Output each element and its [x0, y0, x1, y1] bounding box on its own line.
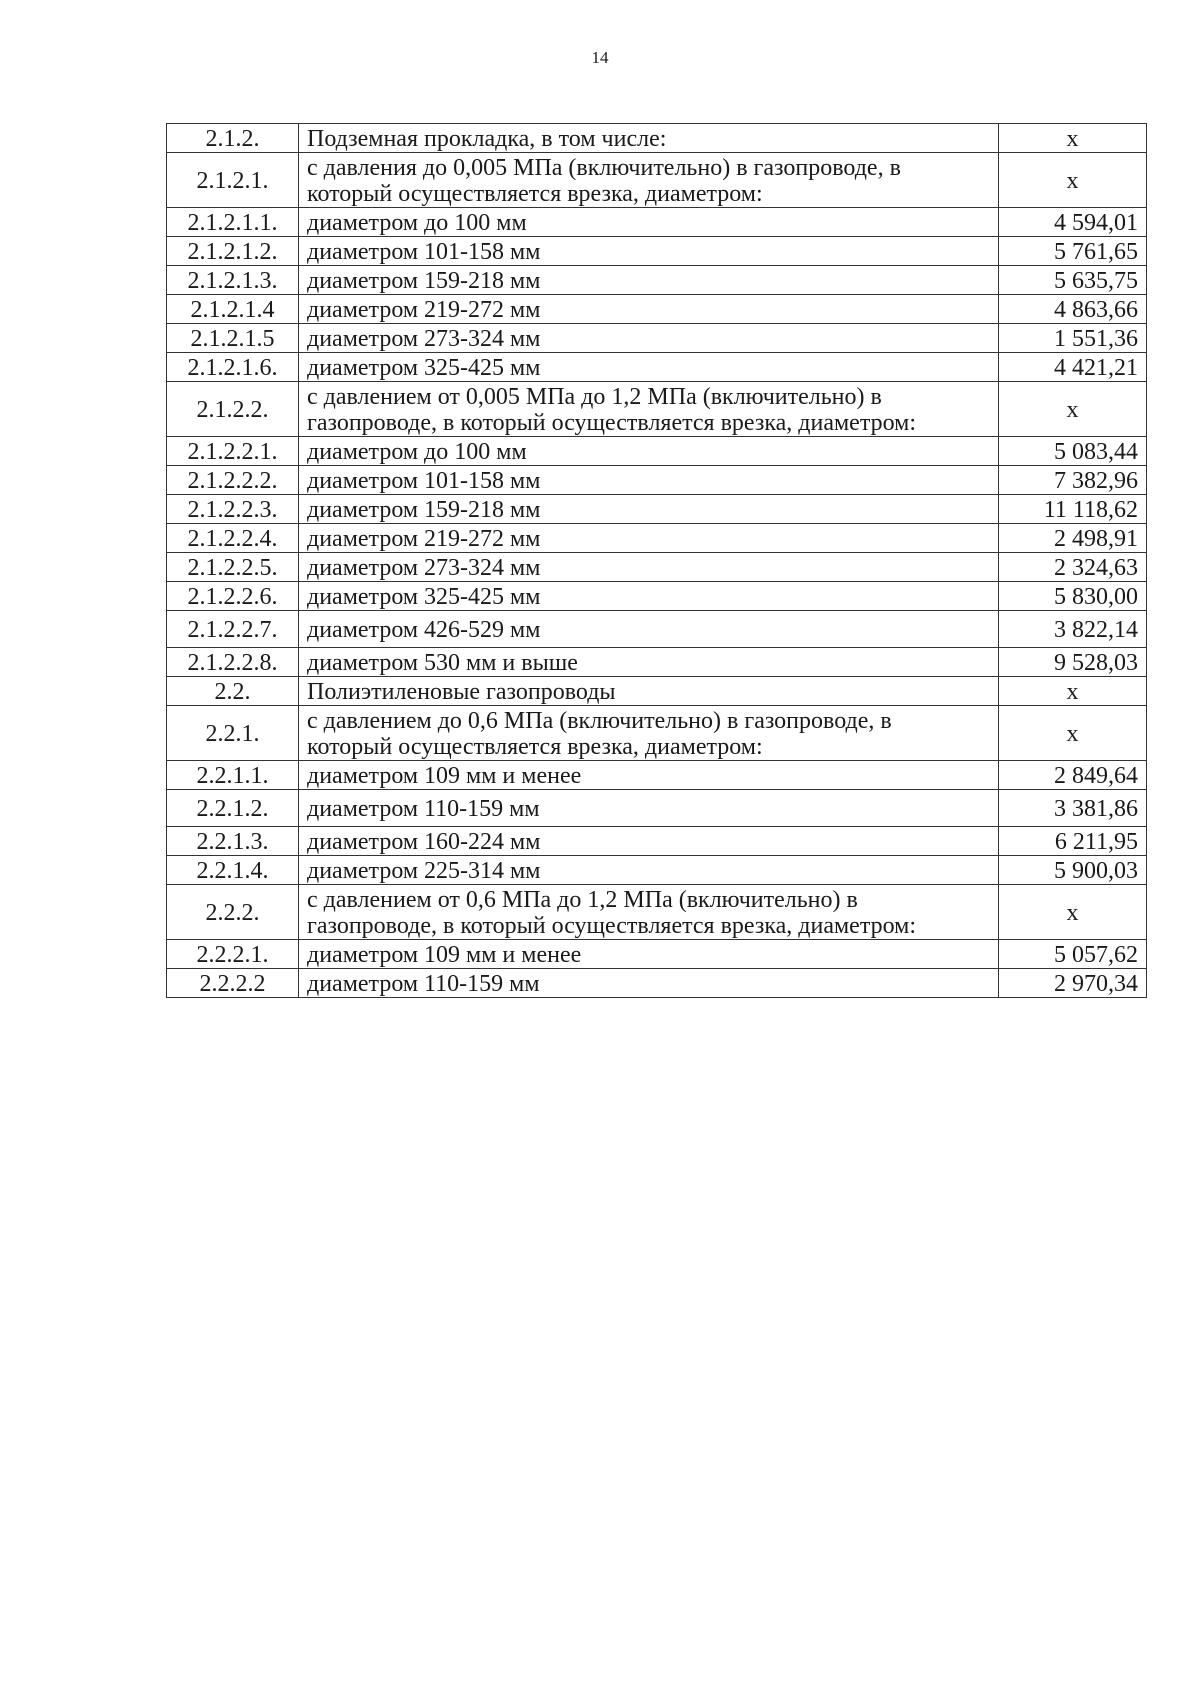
row-value: x — [999, 382, 1147, 437]
description-line: диаметром 225-314 мм — [307, 858, 541, 884]
row-value: 5 635,75 — [999, 266, 1147, 295]
row-description — [299, 885, 999, 940]
row-description — [299, 706, 999, 761]
row-code: 2.1.2.1.2. — [167, 237, 299, 266]
table-row — [167, 582, 1147, 611]
description-line: диаметром 325-425 мм — [307, 355, 541, 381]
description-line: диаметром 110-159 мм — [307, 796, 540, 822]
table-row — [167, 495, 1147, 524]
description-line: диаметром 273-324 мм — [307, 555, 541, 581]
row-description — [299, 940, 999, 969]
row-description — [299, 324, 999, 353]
description-line: диаметром 325-425 мм — [307, 584, 541, 610]
row-code: 2.2.2.1. — [167, 940, 299, 969]
row-description — [299, 266, 999, 295]
row-description — [299, 237, 999, 266]
table-row — [167, 466, 1147, 495]
row-description — [299, 790, 999, 827]
table-row — [167, 761, 1147, 790]
table-row — [167, 611, 1147, 648]
row-value: x — [999, 706, 1147, 761]
description-line: диаметром 110-159 мм — [307, 971, 540, 997]
row-value: 11 118,62 — [999, 495, 1147, 524]
page-number: 14 — [591, 48, 609, 67]
table-row — [167, 969, 1147, 998]
description-line: Подземная прокладка, в том числе: — [307, 126, 667, 152]
row-description — [299, 524, 999, 553]
row-value: x — [999, 885, 1147, 940]
row-description — [299, 969, 999, 998]
row-code: 2.2.2. — [167, 885, 299, 940]
row-value: 2 498,91 — [999, 524, 1147, 553]
row-code: 2.1.2.2.2. — [167, 466, 299, 495]
description-line: диаметром 530 мм и выше — [307, 650, 578, 676]
row-value: 2 324,63 — [999, 553, 1147, 582]
row-description — [299, 153, 999, 208]
row-code: 2.2. — [167, 677, 299, 706]
table-row — [167, 382, 1147, 437]
row-value: 2 849,64 — [999, 761, 1147, 790]
row-description — [299, 582, 999, 611]
row-value: 4 863,66 — [999, 295, 1147, 324]
row-code: 2.1.2.1.5 — [167, 324, 299, 353]
description-line: с давления до 0,005 МПа (включительно) в газопроводе, в — [307, 155, 901, 181]
row-code: 2.1.2.1.6. — [167, 353, 299, 382]
description-line-continued: который осуществляется врезка, диаметром: — [307, 734, 763, 760]
row-value: 6 211,95 — [999, 827, 1147, 856]
table-row — [167, 208, 1147, 237]
row-code: 2.1.2.2.3. — [167, 495, 299, 524]
description-line: с давлением до 0,6 МПа (включительно) в газопроводе, в — [307, 708, 892, 734]
description-line: диаметром 159-218 мм — [307, 268, 541, 294]
description-line: Полиэтиленовые газопроводы — [307, 679, 616, 705]
description-line: диаметром 159-218 мм — [307, 497, 541, 523]
row-code: 2.1.2.1. — [167, 153, 299, 208]
row-description — [299, 761, 999, 790]
row-description — [299, 466, 999, 495]
row-value: 7 382,96 — [999, 466, 1147, 495]
table-row — [167, 524, 1147, 553]
description-line: диаметром 273-324 мм — [307, 326, 541, 352]
row-value: x — [999, 124, 1147, 153]
table-row — [167, 790, 1147, 827]
table-row — [167, 266, 1147, 295]
row-code: 2.2.2.2 — [167, 969, 299, 998]
table-row — [167, 353, 1147, 382]
table-row — [167, 124, 1147, 153]
row-description — [299, 827, 999, 856]
row-code: 2.2.1.1. — [167, 761, 299, 790]
row-value: 5 057,62 — [999, 940, 1147, 969]
table-row — [167, 295, 1147, 324]
row-value: 1 551,36 — [999, 324, 1147, 353]
row-code: 2.1.2.1.3. — [167, 266, 299, 295]
description-line: диаметром 219-272 мм — [307, 526, 541, 552]
row-code: 2.1.2.2.4. — [167, 524, 299, 553]
row-value: 2 970,34 — [999, 969, 1147, 998]
description-line: диаметром 426-529 мм — [307, 617, 541, 643]
description-line-continued: газопроводе, в который осуществляется врезка, диаметром: — [307, 913, 917, 939]
row-description — [299, 553, 999, 582]
row-code: 2.1.2.2.5. — [167, 553, 299, 582]
row-value: 5 083,44 — [999, 437, 1147, 466]
description-line: диаметром до 100 мм — [307, 439, 527, 465]
table-row — [167, 827, 1147, 856]
row-code: 2.1.2. — [167, 124, 299, 153]
row-description — [299, 124, 999, 153]
row-code: 2.1.2.2.6. — [167, 582, 299, 611]
row-value: x — [999, 677, 1147, 706]
table-row — [167, 940, 1147, 969]
description-line: диаметром до 100 мм — [307, 210, 527, 236]
table-row — [167, 856, 1147, 885]
row-value: 9 528,03 — [999, 648, 1147, 677]
description-line: с давлением от 0,005 МПа до 1,2 МПа (включительно) в — [307, 384, 882, 410]
row-code: 2.2.1.3. — [167, 827, 299, 856]
row-description — [299, 353, 999, 382]
description-line: с давлением от 0,6 МПа до 1,2 МПа (включительно) в — [307, 887, 858, 913]
description-line: диаметром 160-224 мм — [307, 829, 541, 855]
row-value: 3 381,86 — [999, 790, 1147, 827]
row-description — [299, 295, 999, 324]
row-value: 5 830,00 — [999, 582, 1147, 611]
row-value: 4 421,21 — [999, 353, 1147, 382]
row-code: 2.1.2.1.4 — [167, 295, 299, 324]
table-row — [167, 153, 1147, 208]
row-value: x — [999, 153, 1147, 208]
description-line-continued: газопроводе, в который осуществляется врезка, диаметром: — [307, 410, 917, 436]
table-row — [167, 324, 1147, 353]
row-code: 2.2.1.2. — [167, 790, 299, 827]
table-row — [167, 437, 1147, 466]
table-row — [167, 648, 1147, 677]
row-description — [299, 648, 999, 677]
row-description — [299, 856, 999, 885]
row-description — [299, 677, 999, 706]
description-line: диаметром 109 мм и менее — [307, 942, 582, 968]
row-code: 2.1.2.1.1. — [167, 208, 299, 237]
table-body — [167, 124, 1147, 998]
description-line: диаметром 109 мм и менее — [307, 763, 582, 789]
row-description — [299, 437, 999, 466]
row-code: 2.1.2.2.1. — [167, 437, 299, 466]
row-code: 2.2.1.4. — [167, 856, 299, 885]
row-description — [299, 611, 999, 648]
description-line: диаметром 101-158 мм — [307, 468, 541, 494]
table-row — [167, 677, 1147, 706]
description-line-continued: который осуществляется врезка, диаметром: — [307, 181, 763, 207]
description-line: диаметром 101-158 мм — [307, 239, 541, 265]
row-code: 2.1.2.2. — [167, 382, 299, 437]
row-value: 5 900,03 — [999, 856, 1147, 885]
row-code: 2.2.1. — [167, 706, 299, 761]
row-value: 5 761,65 — [999, 237, 1147, 266]
description-line: диаметром 219-272 мм — [307, 297, 541, 323]
table-row — [167, 706, 1147, 761]
table-row — [167, 237, 1147, 266]
row-code: 2.1.2.2.8. — [167, 648, 299, 677]
tariff-table — [166, 123, 1147, 998]
row-value: 3 822,14 — [999, 611, 1147, 648]
row-description — [299, 208, 999, 237]
row-description — [299, 495, 999, 524]
row-code: 2.1.2.2.7. — [167, 611, 299, 648]
row-value: 4 594,01 — [999, 208, 1147, 237]
table-row — [167, 553, 1147, 582]
table-row — [167, 885, 1147, 940]
row-description — [299, 382, 999, 437]
